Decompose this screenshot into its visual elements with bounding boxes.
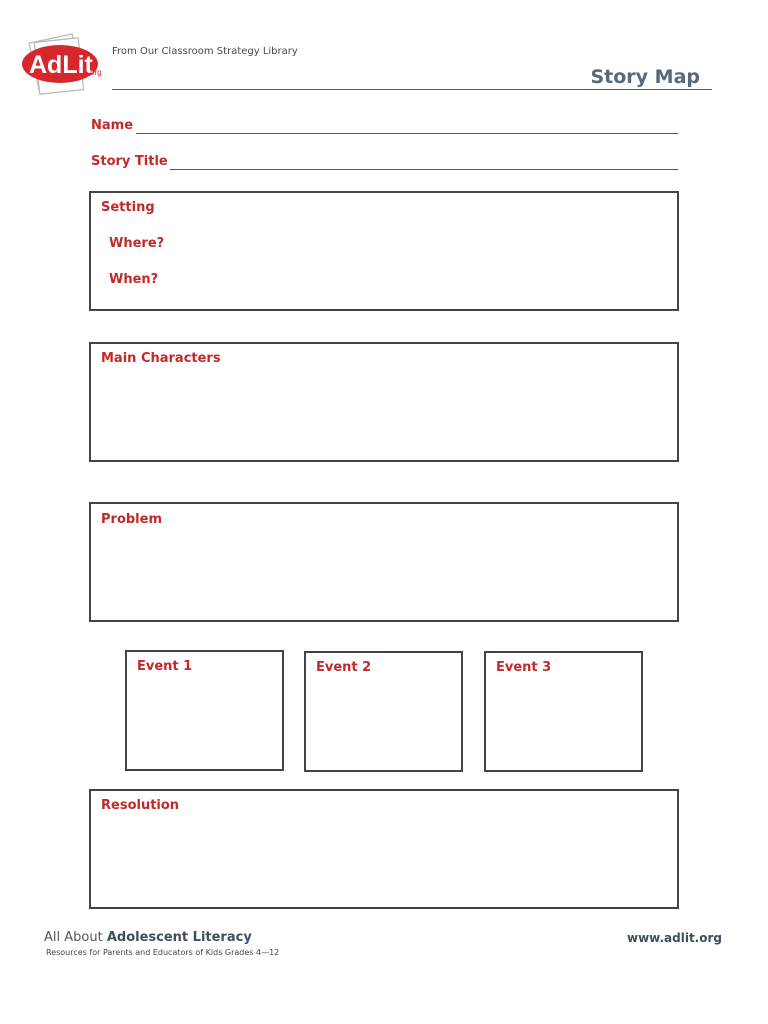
main-characters-box[interactable] [89,342,679,462]
page-title: Story Map [590,66,700,88]
footer-url[interactable]: www.adlit.org [626,931,722,945]
footer-brand [44,930,252,945]
event-2-box[interactable] [304,651,463,772]
story-title-line[interactable] [170,169,678,170]
event-3-box[interactable] [484,651,643,772]
event-1-box[interactable] [125,650,284,771]
main-characters-label: Main Characters [101,351,221,366]
logo-suffix: org [90,68,102,77]
event-3-label: Event 3 [496,660,552,675]
when-label: When? [109,272,159,287]
problem-label: Problem [101,512,162,527]
event-2-label: Event 2 [316,660,372,675]
resolution-box[interactable] [89,789,679,909]
header-rule [112,89,712,90]
story-title-label: Story Title [91,154,168,169]
setting-box[interactable] [89,191,679,311]
setting-label: Setting [101,200,155,215]
footer-brand-name: Adolescent Literacy [106,930,252,945]
name-label: Name [91,118,134,133]
problem-box[interactable] [89,502,679,622]
event-1-label: Event 1 [137,659,193,674]
footer-subtitle: Resources for Parents and Educators of Kids Grades 4—12 [46,948,280,957]
adlit-logo [20,32,110,96]
footer-brand-prefix: All About [44,930,103,945]
logo-text: AdLit [29,51,93,79]
where-label: Where? [109,236,165,251]
resolution-label: Resolution [101,798,180,813]
adlit-logo-graphic [20,32,110,96]
tagline: From Our Classroom Strategy Library [112,46,298,57]
name-line[interactable] [136,133,678,134]
